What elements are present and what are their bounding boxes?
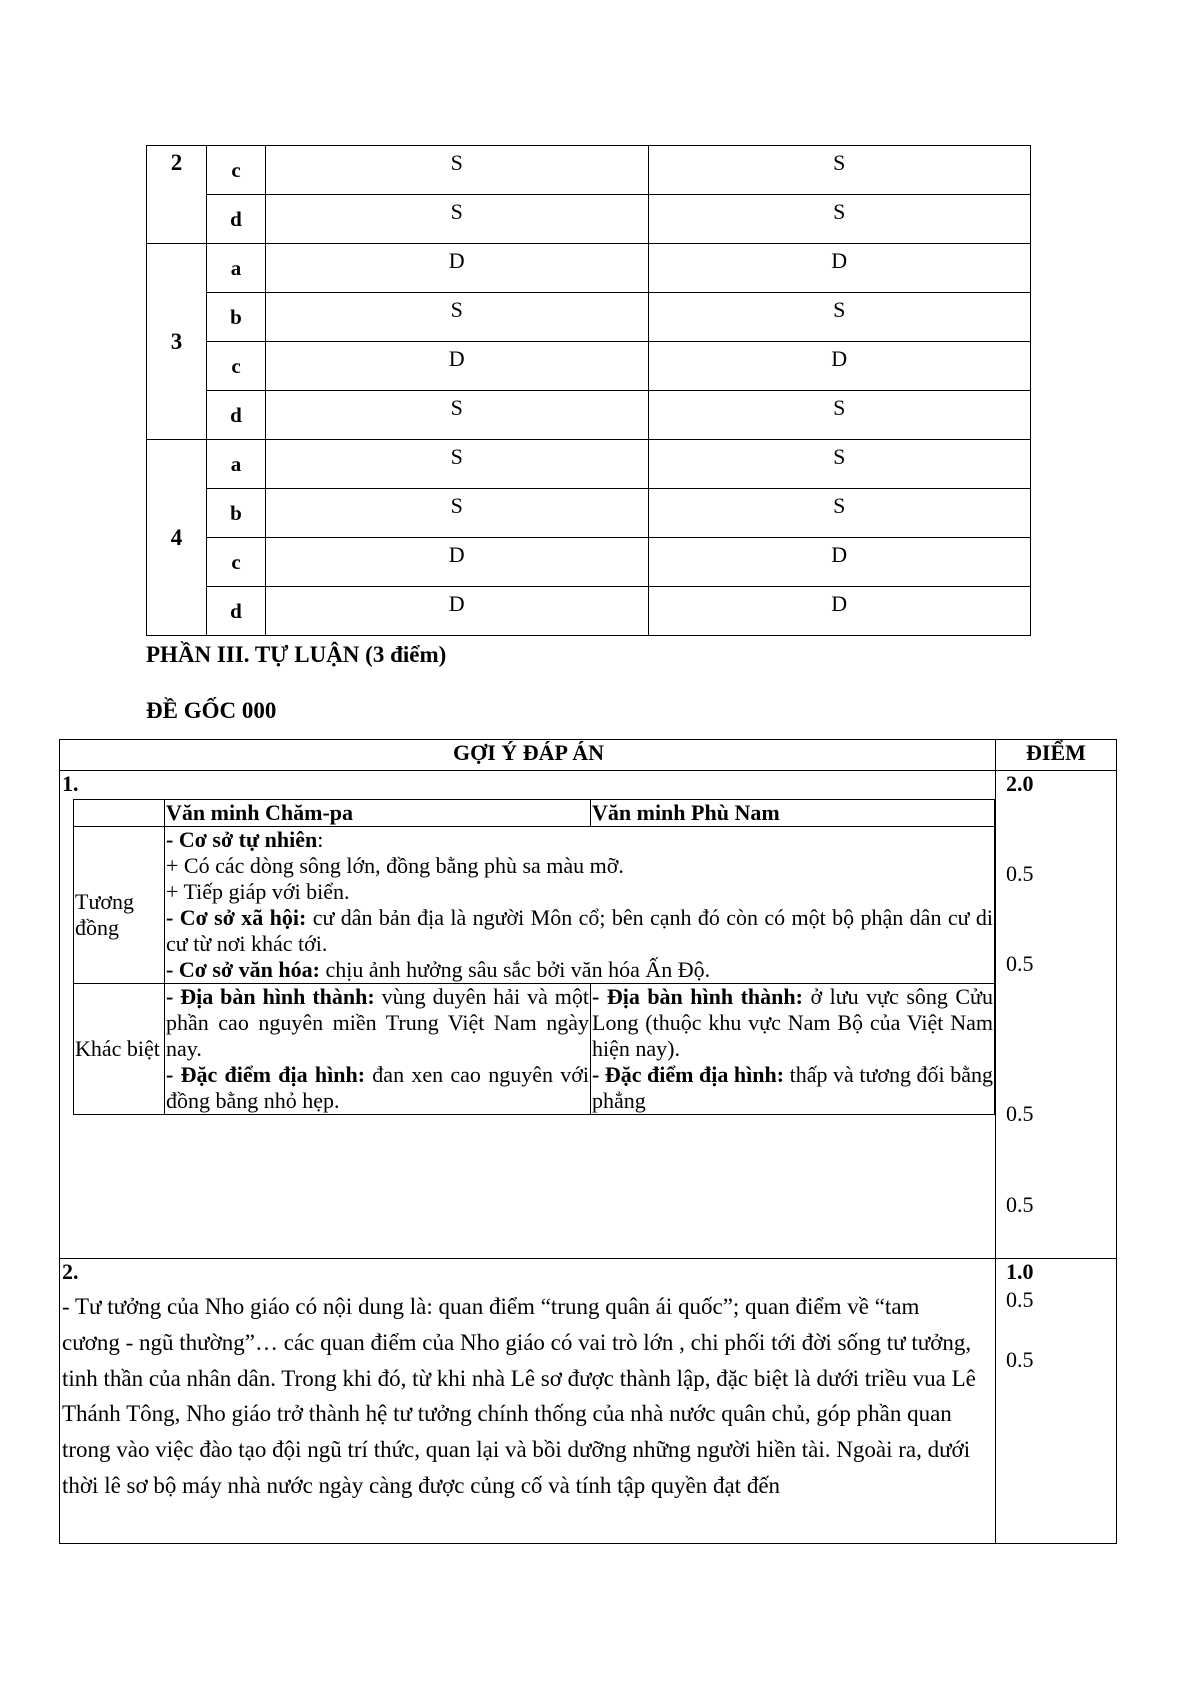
table-row [147,293,1031,342]
column-header-funan: Văn minh Phù Nam [591,800,995,827]
cultural-basis-text: chịu ảnh hưởng sâu sắc bởi văn hóa Ấn Độ. [319,957,711,983]
option-label: c [207,342,266,391]
champa-differences [165,984,591,1115]
table-row [147,244,1031,293]
table-row [147,391,1031,440]
table-header-row [60,740,1117,771]
answer-cell: S [266,293,649,342]
option-label: a [207,440,266,489]
funan-territory [592,984,993,1062]
territory-text: vùng duyên hải và một phần cao nguyên miền Trung Việt Nam ngày nay. [166,984,589,1061]
answer-paragraph: - Tư tưởng của Nho giáo có nội dung là: quan điểm “trung quân ái quốc”; quan điểm về “tam cương - ngũ thường”… các quan điểm của Nho giáo có vai trò lớn , chi phối tới đời sống tư tưởng, tinh thần của nhân dân. Trong khi đó, từ khi nhà Lê sơ được thành lập, đặc biệt là dưới triều vua Lê Thánh Tông, Nho giáo trở thành hệ tư tưởng chính thống của nhà nước quân chủ, góp phần quan trong vào việc đào tạo đội ngũ trí thức, quan lại và bồi dưỡng những người hiền tài. Ngoài ra, dưới thời lê sơ bộ máy nhà nước ngày càng được củng cố và tính tập quyền đạt đến [62,1294,976,1498]
answer-cell: D [648,244,1031,293]
option-label: d [207,587,266,636]
funan-terrain [592,1062,993,1114]
option-label: b [207,489,266,538]
points-total: 2.0 [1006,771,1034,796]
essay-answer-table [59,739,1117,1544]
answer-cell: S [266,440,649,489]
differences-row [74,984,995,1115]
section-title: PHẦN III. TỰ LUẬN (3 điểm) [146,642,447,667]
label-social-basis: - Cơ sở xã hội: [166,905,307,931]
row-label-different: Khác biệt [74,984,165,1115]
answer-cell: S [266,146,649,195]
answer-cell: D [266,538,649,587]
label-natural-basis: - Cơ sở tự nhiên [166,827,318,853]
similarities-row [74,827,995,984]
answer-cell: S [266,489,649,538]
question-2-points [996,1259,1117,1544]
option-label: b [207,293,266,342]
comparison-table [73,799,995,1114]
question-2-answer [60,1259,996,1544]
option-label: c [207,538,266,587]
points-value: 0.5 [1006,861,1034,886]
question-2-row [60,1259,1117,1544]
similarities-content [165,827,995,984]
label-cultural-basis: - Cơ sở văn hóa: [166,957,320,983]
empty-header-cell [74,800,165,827]
territory-text: ở lưu vực sông Cửu Long (thuộc khu vực Nam Bộ của Việt Nam hiện nay). [592,984,993,1061]
question-number: 1. [62,771,79,796]
answer-cell: D [266,342,649,391]
option-label: c [207,146,266,195]
points-value: 0.5 [1006,951,1034,976]
social-basis [166,905,993,957]
answer-cell: S [648,146,1031,195]
question-number: 2. [62,1259,79,1284]
label-terrain: - Đặc điểm địa hình: [592,1061,785,1087]
social-basis-text: cư dân bản địa là người Môn cổ; bên cạnh đó còn có một bộ phận dân cư di cư từ nơi khác tới. [166,905,994,957]
answer-cell: D [266,587,649,636]
question-number: 2 [147,146,207,244]
column-header-champa: Văn minh Chăm-pa [165,800,591,827]
label-terrain: - Đặc điểm địa hình: [166,1061,366,1087]
natural-basis-item: + Tiếp giáp với biển. [166,879,350,905]
terrain-text: đan xen cao nguyên với đồng bằng nhỏ hẹp. [166,1061,589,1113]
answer-cell: S [648,391,1031,440]
answer-cell: S [266,195,649,244]
table-row [147,342,1031,391]
column-header-points: ĐIỂM [996,740,1117,771]
question-number: 3 [147,244,207,440]
question-1-answer [60,771,996,1259]
answer-cell: D [266,244,649,293]
colon: : [317,827,324,853]
funan-differences [591,984,995,1115]
table-row [147,587,1031,636]
natural-basis [166,827,993,853]
answer-cell: D [648,342,1031,391]
answer-cell: S [648,489,1031,538]
points-total: 1.0 [1006,1259,1034,1284]
champa-terrain [166,1062,589,1114]
exam-code: ĐỀ GỐC 000 [146,698,277,723]
question-1-row [60,771,1117,1259]
column-header-answer: GỢI Ý ĐÁP ÁN [60,740,996,771]
table-row [147,489,1031,538]
table-header-row [74,800,995,827]
answer-cell: S [648,195,1031,244]
answer-cell: D [648,538,1031,587]
table-row [147,146,1031,195]
points-value: 0.5 [1006,1287,1034,1312]
terrain-text: thấp và tương đối bằng phẳng [592,1061,993,1113]
answer-key-table [146,145,1031,636]
champa-territory [166,984,589,1062]
label-territory: - Địa bàn hình thành: [592,984,803,1010]
points-value: 0.5 [1006,1192,1034,1217]
natural-basis-item: + Có các dòng sông lớn, đồng bằng phù sa màu mỡ. [166,853,624,879]
question-number: 4 [147,440,207,636]
table-row [147,538,1031,587]
answer-cell: S [266,391,649,440]
points-value: 0.5 [1006,1101,1034,1126]
points-value: 0.5 [1006,1347,1034,1372]
cultural-basis [166,957,993,983]
label-territory: - Địa bàn hình thành: [166,984,375,1010]
answer-cell: S [648,293,1031,342]
option-label: d [207,391,266,440]
option-label: a [207,244,266,293]
question-1-points [996,771,1117,1259]
answer-cell: D [648,587,1031,636]
table-row [147,195,1031,244]
row-label-similar: Tương đồng [74,827,165,984]
option-label: d [207,195,266,244]
table-row [147,440,1031,489]
answer-cell: S [648,440,1031,489]
